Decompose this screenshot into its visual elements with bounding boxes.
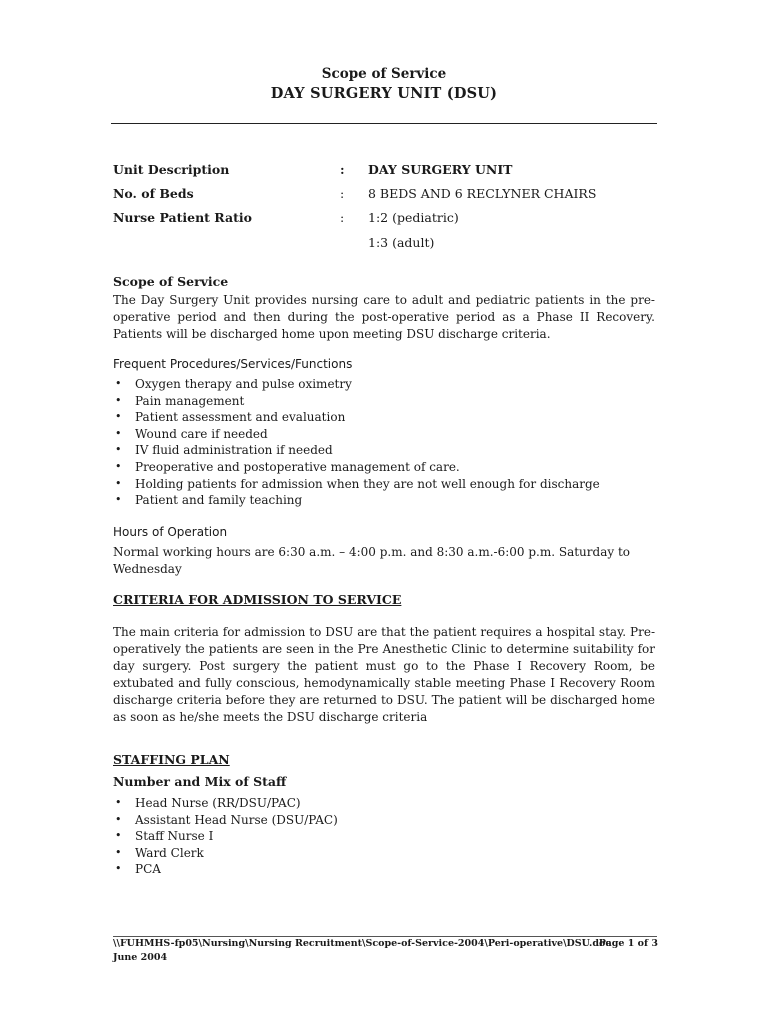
colon: : <box>340 210 345 225</box>
list-item: • Patient and family teaching <box>115 493 303 508</box>
bullet-icon: • <box>115 829 122 843</box>
bullet-icon: • <box>115 796 122 809</box>
document-title: Scope of Service <box>321 66 447 82</box>
bullet-icon: • <box>115 459 122 473</box>
scope-heading: Scope of Service <box>113 274 229 289</box>
footer-page-number: Page 1 of 3 <box>598 938 658 949</box>
footer-path: \\FUHMHS-fp05\Nursing\Nursing Recruitment\Scope-of-Service-2004\Peri-operative\DSU.doc <box>113 938 612 949</box>
list-item: • IV fluid administration if needed <box>115 443 333 458</box>
title-divider <box>111 123 657 124</box>
bullet-icon: • <box>115 812 122 826</box>
list-item: • Pain management <box>115 393 245 408</box>
bullet-icon: • <box>115 426 122 440</box>
footer-divider <box>113 936 657 937</box>
bullet-icon: • <box>115 410 122 424</box>
list-item: • Ward Clerk <box>115 845 204 860</box>
footer-date: June 2004 <box>113 952 168 963</box>
hours-heading: Hours of Operation <box>113 525 228 539</box>
hours-text: Normal working hours are 6:30 a.m. – 4:00 p.m. and 8:30 a.m.-6:00 p.m. Saturday to Wednesday <box>113 545 630 576</box>
staffing-subheading: Number and Mix of Staff <box>113 774 287 789</box>
bullet-icon: • <box>115 377 122 390</box>
beds-row <box>113 186 658 206</box>
colon: : <box>340 162 345 177</box>
list-item: • Assistant Head Nurse (DSU/PAC) <box>115 812 338 827</box>
list-item: • Head Nurse (RR/DSU/PAC) <box>115 796 301 810</box>
list-item: • Wound care if needed <box>115 426 268 441</box>
list-item: • Staff Nurse I <box>115 829 214 844</box>
list-item: • PCA <box>115 862 161 877</box>
ratio-value-pediatric: 1:2 (pediatric) <box>368 210 459 225</box>
unit-description-label: Unit Description <box>113 162 230 177</box>
bullet-icon: • <box>115 393 122 407</box>
scope-paragraph: The Day Surgery Unit provides nursing care to adult and pediatric patients in the pre-operative period and then during the post-operative period as a Phase II Recovery. Patients will be discharged home upon meeting DSU discharge criteria. <box>113 293 655 341</box>
beds-value: 8 BEDS AND 6 RECLYNER CHAIRS <box>368 186 597 201</box>
beds-label: No. of Beds <box>113 186 194 201</box>
bullet-icon: • <box>115 845 122 859</box>
staffing-list <box>113 795 658 878</box>
bullet-icon: • <box>115 862 122 876</box>
list-item: • Patient assessment and evaluation <box>115 410 346 425</box>
procedures-heading: Frequent Procedures/Services/Functions <box>113 357 353 371</box>
bullet-icon: • <box>115 476 122 490</box>
ratio-row <box>113 210 658 230</box>
ratio-label: Nurse Patient Ratio <box>113 210 252 225</box>
criteria-paragraph: The main criteria for admission to DSU are that the patient requires a hospital stay. Pre-operatively the patients are seen in the Pre Anesthetic Clinic to determine suitability for day surgery. Post surgery the patient must go to the Phase I Recovery Room, be extubated and fully conscious, hemodynamically stable meeting Phase I Recovery Room discharge criteria before they are returned to DSU. The patient will be discharged home as soon as he/she meets the DSU discharge criteria <box>113 625 655 724</box>
procedures-list <box>113 376 658 509</box>
list-item: • Holding patients for admission when they are not well enough for discharge <box>115 476 600 491</box>
unit-description-row <box>113 162 658 182</box>
document-subtitle: DAY SURGERY UNIT (DSU) <box>270 85 498 102</box>
unit-description-value: DAY SURGERY UNIT <box>368 162 513 177</box>
ratio-value-adult: 1:3 (adult) <box>368 235 435 250</box>
staffing-heading: STAFFING PLAN <box>113 752 230 767</box>
list-item: • Preoperative and postoperative management of care. <box>115 459 460 474</box>
colon: : <box>340 186 345 201</box>
bullet-icon: • <box>115 493 122 507</box>
list-item: • Oxygen therapy and pulse oximetry <box>115 377 352 391</box>
criteria-heading: CRITERIA FOR ADMISSION TO SERVICE <box>113 592 402 607</box>
ratio-row-2 <box>113 235 658 255</box>
bullet-icon: • <box>115 443 122 457</box>
